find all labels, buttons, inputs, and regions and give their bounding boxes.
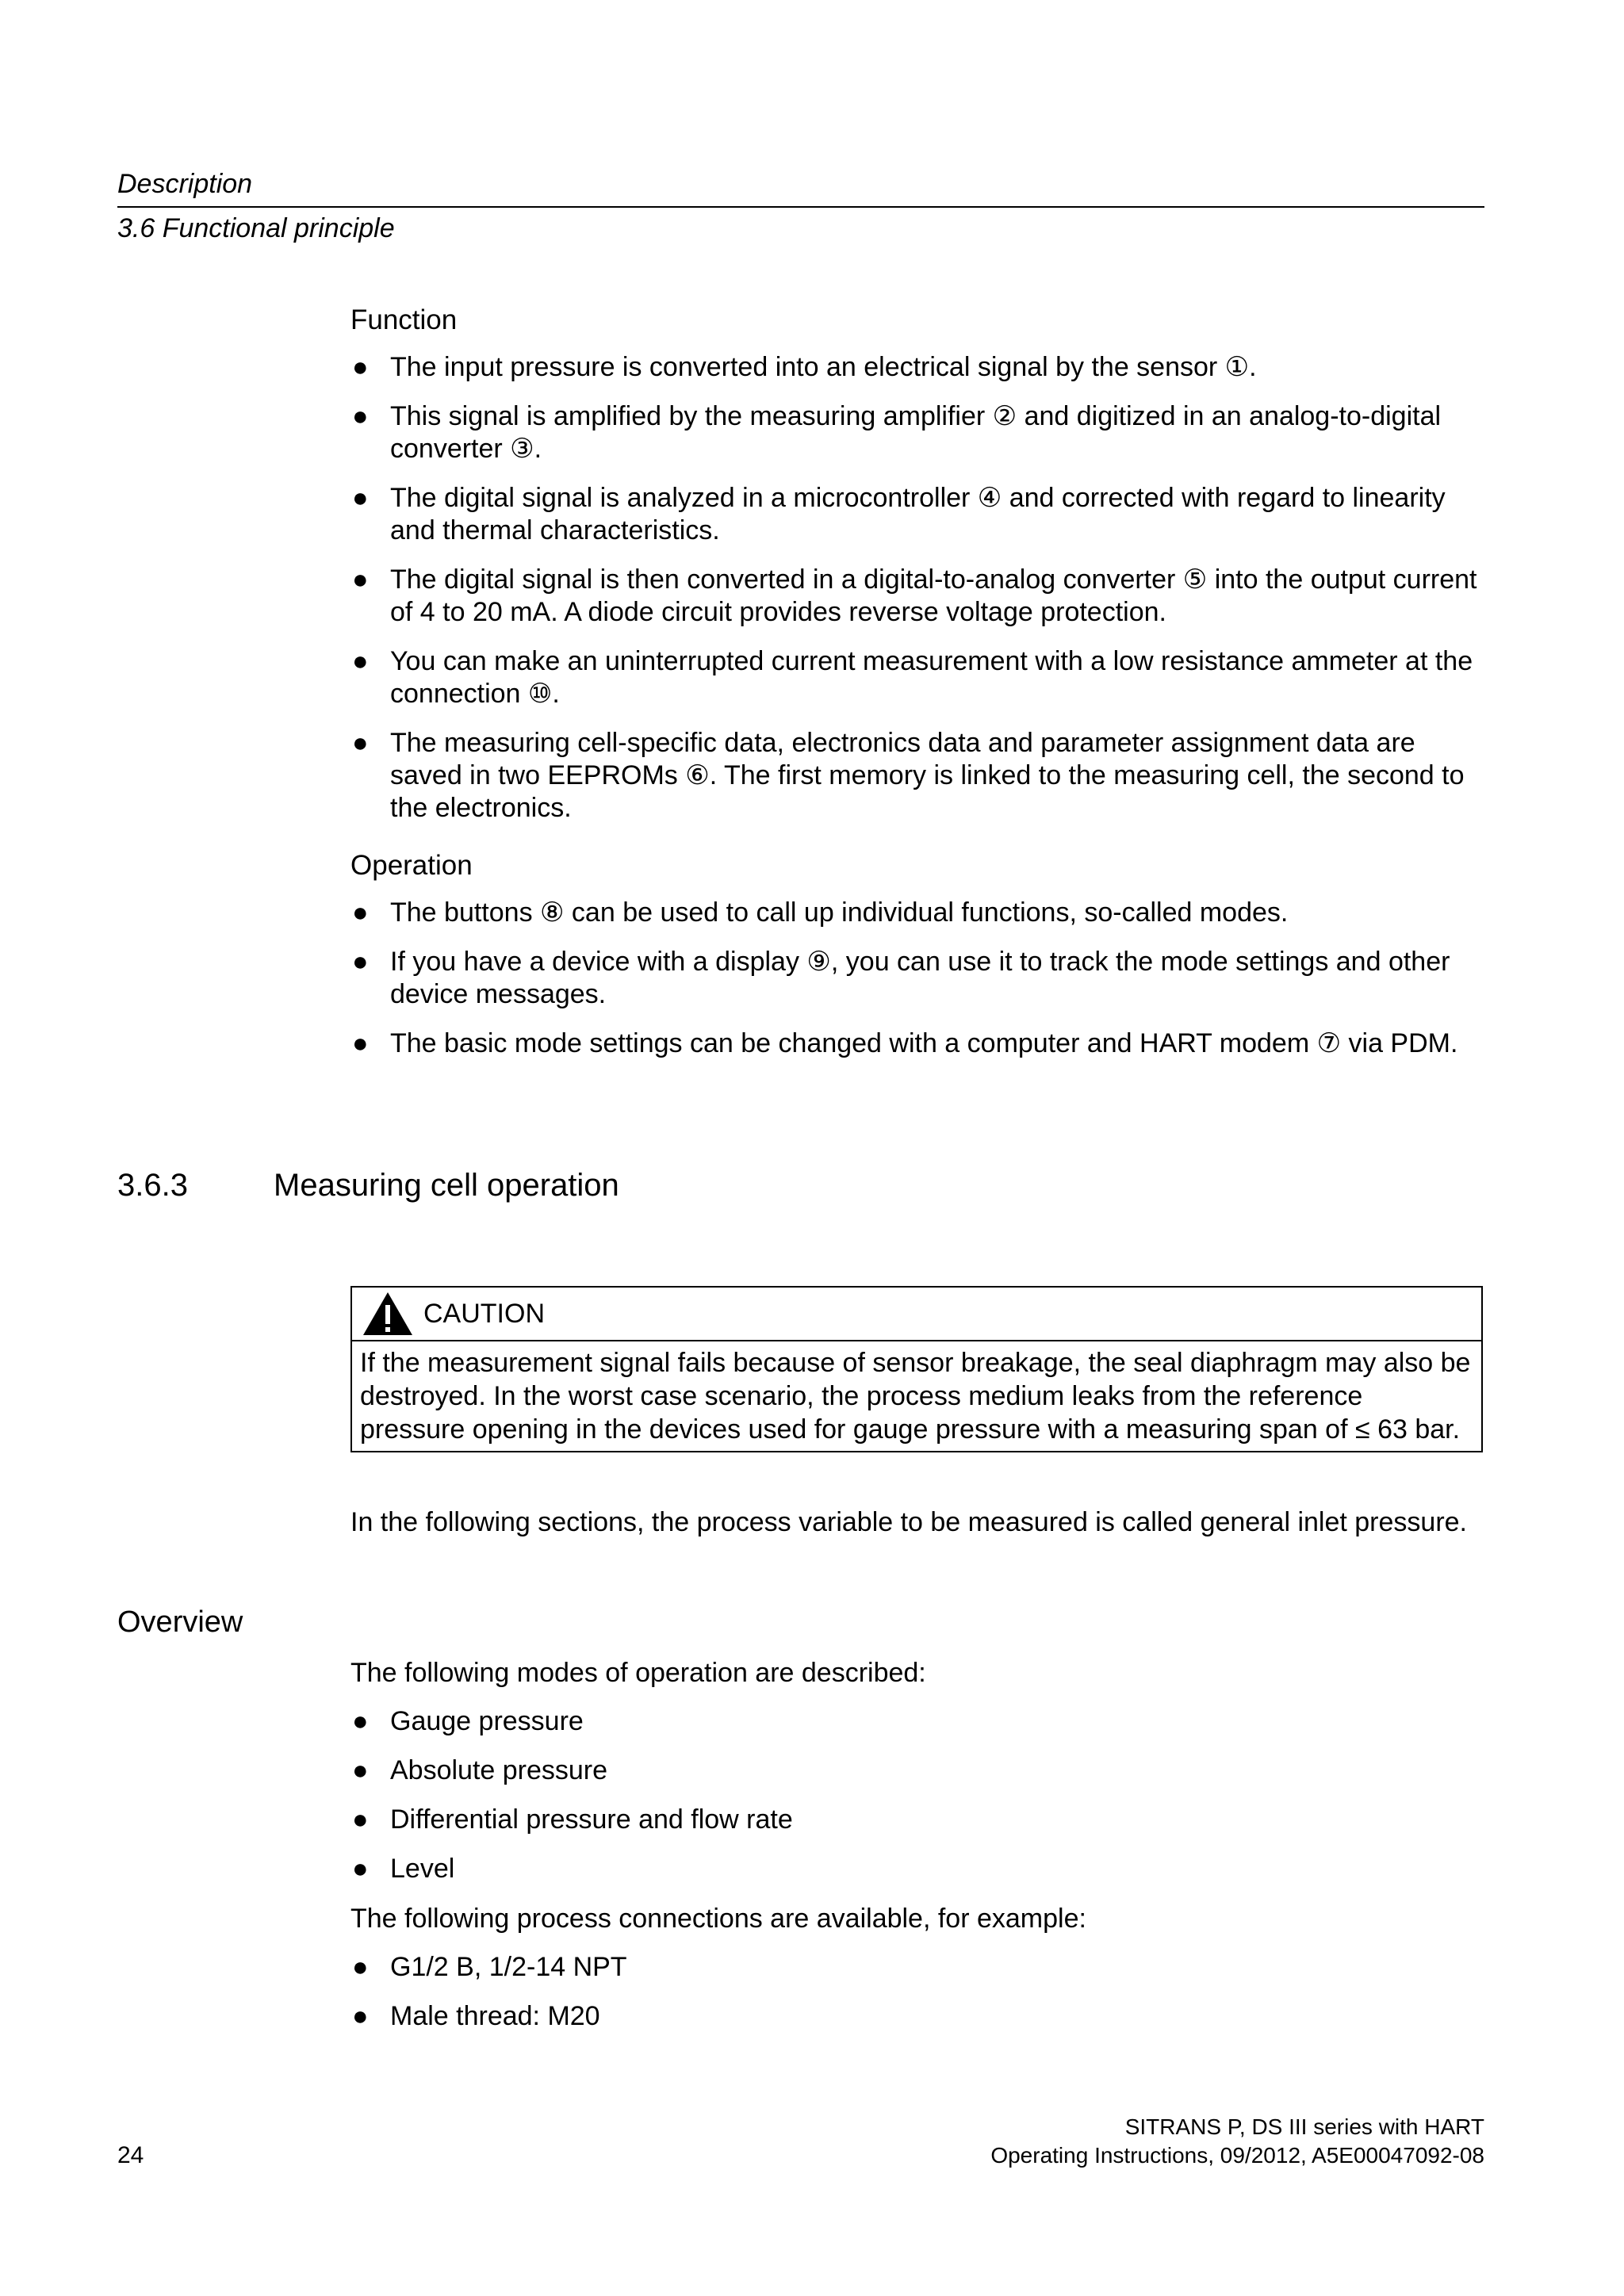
list-item: ● Gauge pressure (352, 1706, 584, 1736)
modes-list (350, 1705, 1484, 1902)
function-heading: Function (350, 304, 458, 335)
section-number: 3.6.3 (117, 1168, 188, 1203)
list-item: ● Differential pressure and flow rate (352, 1804, 793, 1835)
footer-product: SITRANS P, DS III series with HART (1124, 2114, 1484, 2139)
warning-triangle-icon (362, 1291, 414, 1337)
operation-heading: Operation (350, 850, 473, 881)
page-number: 24 (117, 2142, 144, 2168)
caution-header (352, 1288, 1481, 1341)
connections-intro: The following process connections are available, for example: (350, 1904, 1086, 1934)
caution-text: If the measurement signal fails because of sensor breakage, the seal diaphragm may also be destroyed. In the worst case scenario, the process medium leaks from the reference pressure opening in the devices used for gauge pressure with a measuring span of ≤ 63 bar. (360, 1348, 1471, 1445)
header-section: 3.6 Functional principle (117, 213, 395, 243)
footer-document: Operating Instructions, 09/2012, A5E00047092-08 (990, 2143, 1484, 2168)
list-item: ● Absolute pressure (352, 1755, 608, 1785)
intro-paragraph: In the following sections, the process variable to be measured is called general inlet pressure. (350, 1507, 1467, 1537)
list-item: ● You can make an uninterrupted current measurement with a low resistance ammeter at the connection ⑩. (352, 646, 1473, 709)
list-item: ● This signal is amplified by the measuring amplifier ② and digitized in an analog-to-digital converter ③. (352, 401, 1442, 464)
section-title: Measuring cell operation (274, 1168, 619, 1203)
list-item: ● If you have a device with a display ⑨, you can use it to track the mode settings and other device messages. (352, 947, 1450, 1009)
caution-box (350, 1286, 1483, 1452)
footer-info (990, 2113, 1484, 2170)
overview-heading: Overview (117, 1605, 243, 1639)
list-item: ● The basic mode settings can be changed with a computer and HART modem ⑦ via PDM. (352, 1028, 1458, 1058)
list-item: ● The digital signal is then converted in a digital-to-analog converter ⑤ into the output current of 4 to 20 mA. A diode circuit provides reverse voltage protection. (352, 564, 1477, 627)
list-item: ● The input pressure is converted into an electrical signal by the sensor ①. (352, 352, 1257, 382)
connections-list (350, 1951, 1484, 2049)
caution-label: CAUTION (423, 1299, 545, 1329)
list-item: ● Male thread: M20 (352, 2001, 600, 2031)
header-chapter: Description (117, 169, 253, 199)
list-item: ● The buttons ⑧ can be used to call up individual functions, so-called modes. (352, 897, 1289, 928)
list-item: ● Level (352, 1854, 455, 1884)
list-item: ● The measuring cell-specific data, electronics data and parameter assignment data are saved in two EEPROMs ⑥. The first memory is linked to the measuring cell, the second to the electronics. (352, 728, 1465, 823)
function-list (350, 351, 1484, 841)
header-rule (117, 206, 1484, 208)
operation-list (350, 897, 1484, 1077)
list-item: ● The digital signal is analyzed in a microcontroller ④ and corrected with regard to linearity and thermal characteristics. (352, 483, 1446, 545)
list-item: ● G1/2 B, 1/2-14 NPT (352, 1952, 627, 1982)
modes-intro: The following modes of operation are described: (350, 1658, 926, 1688)
